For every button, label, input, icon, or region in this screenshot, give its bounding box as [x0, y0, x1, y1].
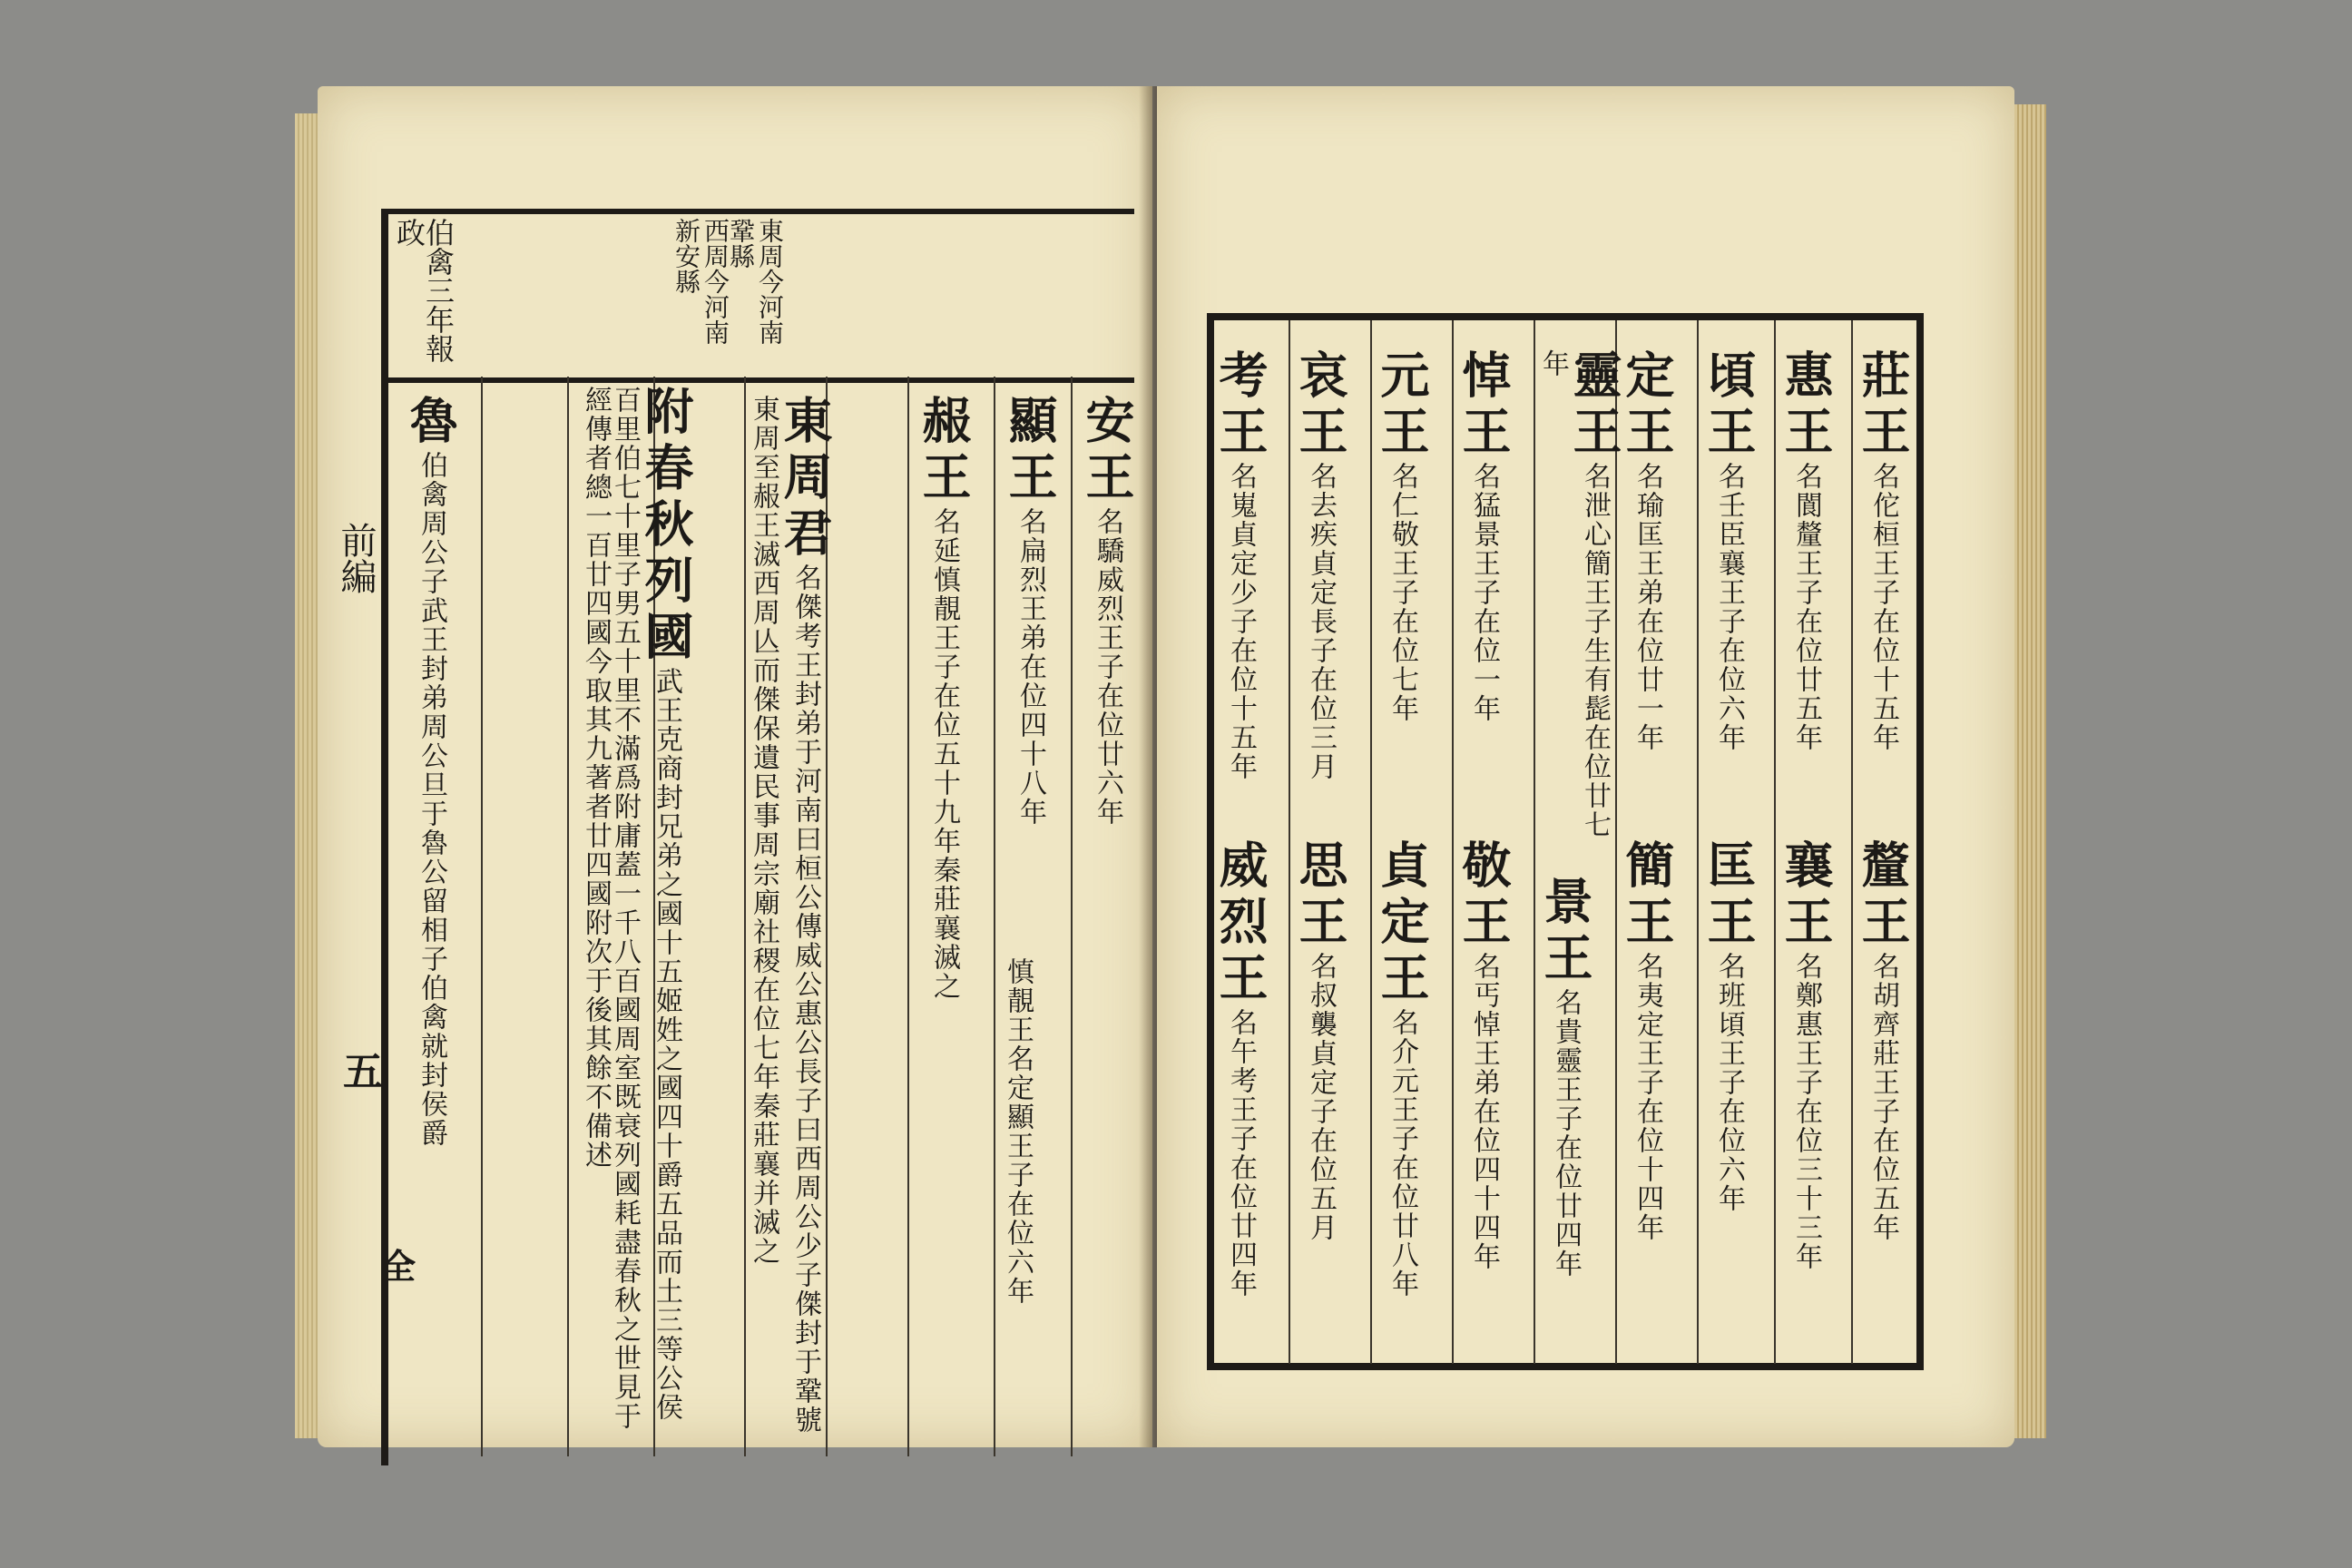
entry-note: 名去疾貞定長子在位三月 [1305, 462, 1337, 781]
entry-head: 頃王 [1700, 349, 1758, 462]
entry-column [1213, 839, 1268, 1348]
entry-head: 魯 [402, 395, 460, 451]
entry-head: 襄王 [1777, 839, 1835, 952]
entry-column [1080, 395, 1134, 1447]
entry-head: 思王 [1291, 839, 1349, 952]
entry-column [1538, 349, 1622, 858]
rule [1452, 320, 1454, 1364]
entry-column [1375, 349, 1429, 821]
entry-head: 匡王 [1700, 839, 1758, 952]
entry-note: 伯禽周公子武王封弟周公旦于魯公留相子伯禽就封侯爵 [416, 451, 447, 1148]
entry-head: 安王 [1078, 395, 1136, 507]
entry-column [1856, 839, 1910, 1348]
page-edges-right [2010, 104, 2046, 1438]
entry-head: 元王 [1373, 349, 1431, 462]
page-number: 五 [343, 1049, 383, 1095]
entry-note: 名壬臣襄王子在位六年 [1713, 462, 1745, 752]
entry-head: 顯王 [1001, 395, 1059, 507]
margin-title: 前編 [335, 522, 377, 594]
entry-column [749, 395, 832, 1447]
entry-note: 名夷定王子在位十四年 [1632, 952, 1663, 1242]
entry-column [1456, 349, 1511, 821]
entry-note: 名胡齊莊王子在位五年 [1867, 952, 1899, 1242]
entry-column [1620, 839, 1674, 1348]
rule [481, 377, 483, 1456]
rule [567, 377, 569, 1456]
entry-head: 赧王 [915, 395, 973, 507]
header-note-1: 伯禽三年報政 [392, 218, 456, 363]
entry-column [1620, 349, 1674, 821]
entry-head: 威烈王 [1211, 839, 1269, 1008]
header-note-2: 東周今河南鞏縣 [726, 218, 785, 345]
entry-column [1213, 349, 1268, 821]
entry-column [916, 395, 971, 1447]
entry-note: 武王克商封兄弟之國十五姬姓之國四十爵五品而土三等公侯百里伯七十里子男五十里不滿爲附庸蓋一千八百國周室既衰列國耗盡春秋之世見于經傳者總一百廿四國今取其九著者廿四國附次于後其餘不備述 [580, 386, 682, 1431]
entry-column [1779, 839, 1833, 1348]
entry-note: 名泄心簡王子生有髭在位廿七年 [1537, 349, 1611, 839]
entry-head: 莊王 [1854, 349, 1912, 462]
entry-note: 名鄭惠王子在位三十三年 [1790, 952, 1822, 1271]
entry-note: 名貴靈王子在位廿四年 [1550, 988, 1582, 1279]
header-note-3: 西周今河南新安縣 [671, 218, 730, 345]
entry-note: 名丐悼王弟在位四十四年 [1468, 952, 1500, 1271]
entry-head: 敬王 [1455, 839, 1513, 952]
entry-note: 名佗桓王子在位十五年 [1867, 462, 1899, 752]
entry-column [1375, 839, 1429, 1348]
bottom-mark: 全 [381, 1246, 416, 1287]
entry-column [1538, 876, 1592, 1348]
rule [1774, 320, 1776, 1364]
entry-head: 附春秋列國 [637, 386, 695, 667]
entry-head: 悼王 [1455, 349, 1513, 462]
rule [1534, 320, 1535, 1364]
entry-note: 名叔襲貞定子在位五月 [1305, 952, 1337, 1242]
entry-note: 名扁烈王弟在位四十八年 [1014, 507, 1046, 827]
rule [1697, 320, 1699, 1364]
entry-head: 景王 [1536, 876, 1594, 988]
entry-head: 惠王 [1777, 349, 1835, 462]
entry-head: 考王 [1211, 349, 1269, 462]
entry-column [1456, 839, 1511, 1348]
entry-note: 慎靚王名定顯王子在位六年 [1002, 957, 1034, 1306]
entry-head: 釐王 [1854, 839, 1912, 952]
entry-column [1003, 957, 1032, 1411]
open-book [318, 86, 2014, 1475]
entry-note: 名驕威烈王子在位廿六年 [1092, 507, 1123, 827]
entry-column [581, 386, 693, 1447]
entry-head: 哀王 [1291, 349, 1349, 462]
entry-head: 定王 [1618, 349, 1676, 462]
rule [1289, 320, 1290, 1364]
entry-column [1701, 349, 1756, 821]
entry-note: 名班頃王子在位六年 [1713, 952, 1745, 1213]
rule [994, 377, 995, 1456]
entry-note: 名傑考王封弟于河南曰桓公傳威公惠公長子曰西周公少子傑封于鞏號東周至赧王滅西周亾而傑保遺民事周宗廟社稷在位七年秦莊襄并滅之 [748, 395, 821, 1435]
entry-column [1293, 349, 1348, 821]
rule [744, 377, 746, 1456]
entry-note: 名午考王子在位廿四年 [1225, 1008, 1257, 1298]
entry-note: 名瑜匡王弟在位廿一年 [1632, 462, 1663, 752]
entry-column [1293, 839, 1348, 1348]
entry-note: 名閬釐王子在位廿五年 [1790, 462, 1822, 752]
entry-note: 名延慎靚王子在位五十九年秦莊襄滅之 [928, 507, 960, 1001]
entry-head: 靈王 [1565, 349, 1623, 462]
entry-note: 名嵬貞定少子在位十五年 [1225, 462, 1257, 781]
entry-note: 名介元王子在位廿八年 [1387, 1008, 1418, 1298]
entry-column [1701, 839, 1756, 1348]
left-page [318, 86, 1152, 1447]
entry-head: 簡王 [1618, 839, 1676, 952]
rule [1370, 320, 1372, 1364]
entry-head: 貞定王 [1373, 839, 1431, 1008]
rule [907, 377, 909, 1456]
entry-head: 東周君 [776, 395, 834, 564]
entry-note: 名仁敬王子在位七年 [1387, 462, 1418, 723]
right-page [1157, 86, 2014, 1447]
entry-note: 名猛景王子在位一年 [1468, 462, 1500, 723]
entry-column [1856, 349, 1910, 821]
rule [1071, 377, 1073, 1456]
entry-column [1779, 349, 1833, 821]
rule [1851, 320, 1853, 1364]
entry-column [404, 395, 458, 1447]
